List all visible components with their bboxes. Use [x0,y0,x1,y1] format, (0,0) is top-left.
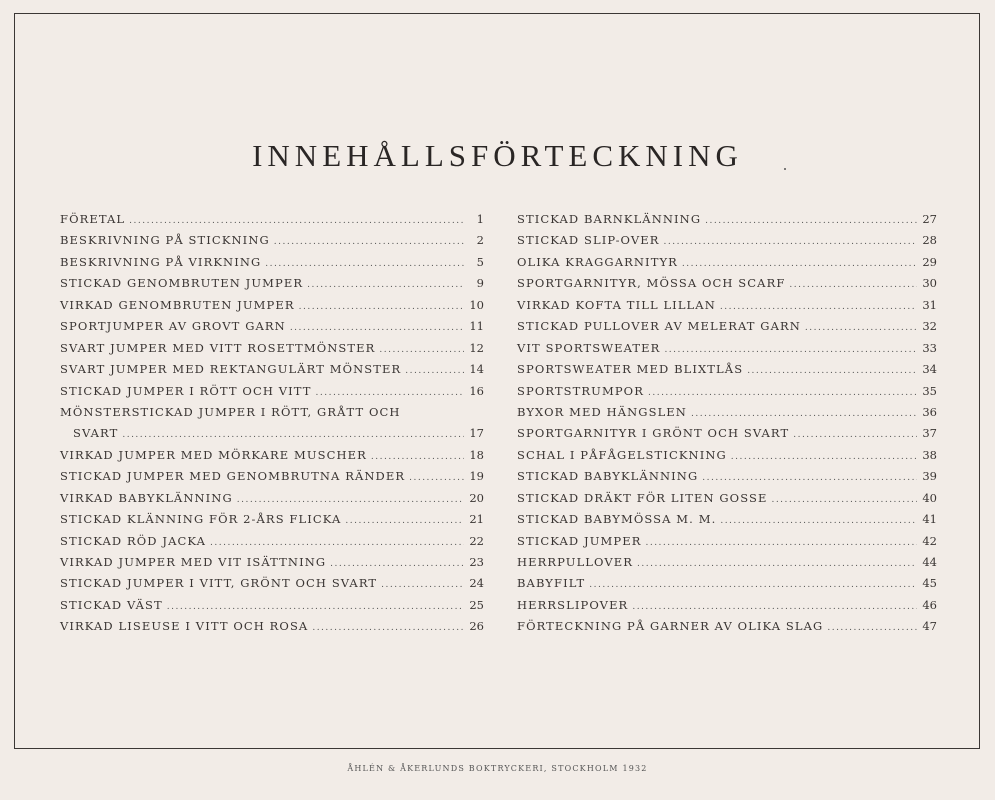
toc-entry-page: 19 [469,469,484,484]
dot-leader [682,259,917,269]
toc-entry [517,212,937,233]
toc-entry-page: 27 [922,212,937,226]
toc-entry [60,576,484,597]
toc-entry-page: 42 [922,533,937,548]
dot-leader [589,580,917,590]
toc-entry-label: VIRKAD JUMPER MED VIT ISÄTTNING [60,555,327,569]
toc-entry-page: 12 [469,340,484,355]
dot-leader [720,302,917,312]
toc-entry-label: BYXOR MED HÄNGSLEN [517,404,687,419]
toc-entry-label: BESKRIVNING PÅ STICKNING [60,233,270,248]
dot-leader [299,302,464,312]
toc-entry-page: 20 [469,490,484,505]
toc-entry-label: STICKAD VÄST [60,597,163,612]
toc-entry-page: 9 [476,276,484,291]
toc-entry-label: STICKAD JUMPER [517,533,642,548]
toc-entry-label: STICKAD JUMPER I RÖTT OCH VITT [60,383,312,398]
toc-entry-label: SPORTGARNITYR I GRÖNT OCH SVART [517,426,790,441]
toc-entry-page: 1 [476,212,484,226]
toc-entry-page: 34 [922,362,937,377]
toc-entry-page: 18 [469,447,484,462]
toc-entry-label: VIRKAD BABYKLÄNNING [60,490,233,505]
dot-leader [409,473,464,483]
ink-speck [784,168,786,170]
dot-leader [237,495,464,505]
toc-entry [60,276,484,297]
toc-entry-label: FÖRETAL [60,212,126,226]
dot-leader [664,345,917,355]
toc-entry-page: 25 [469,597,484,612]
toc-entry-label: BESKRIVNING PÅ VIRKNING [60,254,262,269]
toc-entry [517,405,937,426]
dot-leader [648,388,917,398]
toc-entry-page: 36 [922,404,937,419]
toc-entry-page: 46 [922,597,937,612]
toc-entry [517,298,937,319]
toc-entry-page: 24 [469,576,484,591]
dot-leader [702,473,917,483]
dot-leader [405,366,464,376]
page-title: INNEHÅLLSFÖRTECKNING [252,138,743,173]
toc-entry-label: STICKAD PULLOVER AV MELERAT GARN [517,319,801,334]
toc-entry [517,276,937,297]
toc-entry [517,362,937,383]
dot-leader [645,538,917,548]
toc-entry-page: 35 [922,383,937,398]
toc-entry-page: 33 [922,340,937,355]
dot-leader [122,430,464,440]
dot-leader [265,259,464,269]
toc-entry-page: 5 [476,254,484,269]
toc-entry [60,362,484,383]
toc-entry-page: 28 [922,233,937,248]
dot-leader [167,602,464,612]
dot-leader [731,452,917,462]
toc-entry-page: 22 [469,533,484,548]
toc-entry [60,448,484,469]
dot-leader [274,237,464,247]
toc-entry [517,341,937,362]
toc-entry-page: 45 [922,576,937,591]
toc-entry-label: VIRKAD JUMPER MED MÖRKARE MUSCHER [60,447,367,462]
dot-leader [771,495,917,505]
printer-imprint: ÅHLÉN & ÅKERLUNDS BOKTRYCKERI, STOCKHOLM 1932 [347,764,648,773]
dot-leader [720,516,917,526]
toc-entry-label: VIRKAD GENOMBRUTEN JUMPER [60,297,295,312]
toc-entry [60,298,484,319]
toc-entry-label: SPORTSTRUMPOR [517,383,644,398]
dot-leader [307,280,464,290]
toc-entry-page: 31 [922,297,937,312]
toc-entry [517,555,937,576]
toc-entry-page: 2 [476,233,484,248]
toc-entry-label: SVART JUMPER MED VITT ROSETTMÖNSTER [60,340,376,355]
toc-entry-label: VIRKAD LISEUSE I VITT OCH ROSA [60,619,309,634]
toc-entry-page: 47 [922,619,937,634]
toc-entry-label: OLIKA KRAGGARNITYR [517,254,678,269]
dot-leader [381,580,464,590]
toc-entry-page: 23 [469,555,484,569]
toc-entry [60,341,484,362]
toc-entry-label: STICKAD GENOMBRUTEN JUMPER [60,276,304,291]
toc-entry-label: VIRKAD KOFTA TILL LILLAN [517,297,716,312]
toc-entry-label: STICKAD DRÄKT FÖR LITEN GOSSE [517,490,768,505]
toc-entry [60,555,484,576]
toc-entry-page: 10 [469,297,484,312]
dot-leader [316,388,464,398]
toc-entry-page: 11 [469,319,484,334]
toc-entry [517,619,937,640]
toc-entry [60,255,484,276]
toc-entry [60,598,484,619]
toc-entry-label: STICKAD BABYMÖSSA M. M. [517,512,717,527]
toc-entry-label: STICKAD JUMPER MED GENOMBRUTNA RÄNDER [60,469,406,484]
toc-entry [517,534,937,555]
toc-entry-page: 32 [922,319,937,334]
dot-leader [632,602,917,612]
dot-leader [691,409,917,419]
dot-leader [371,452,464,462]
toc-entry [60,469,484,490]
toc-entry [60,233,484,254]
dot-leader [827,623,917,633]
dot-leader [345,516,464,526]
toc-entry-label: SPORTGARNITYR, MÖSSA OCH SCARF [517,276,786,291]
dot-leader [379,345,464,355]
toc-entry-page: 14 [469,362,484,377]
toc-entry-label: HERRSLIPOVER [517,597,629,612]
toc-entry-page: 21 [469,512,484,527]
dot-leader [330,559,464,569]
toc-entry-label: SPORTSWEATER MED BLIXTLÅS [517,362,744,377]
dot-leader [705,216,917,226]
toc-entry-page: 44 [922,555,937,569]
dot-leader [793,430,917,440]
dot-leader [129,216,464,226]
toc-entry [517,233,937,254]
toc-entry [517,384,937,405]
dot-leader [805,323,917,333]
toc-entry-label: SPORTJUMPER AV GROVT GARN [60,319,286,334]
toc-entry-label: STICKAD BARNKLÄNNING [517,212,702,226]
toc-left-column [60,212,484,641]
toc-entry [60,319,484,340]
toc-entry [60,512,484,533]
toc-entry [60,212,484,233]
toc-entry [517,512,937,533]
dot-leader [664,237,917,247]
toc-entry [60,491,484,512]
toc-entry [60,619,484,640]
toc-entry [517,491,937,512]
dot-leader [637,559,917,569]
dot-leader [290,323,464,333]
toc-entry-label: HERRPULLOVER [517,555,634,569]
toc-entry [60,426,484,447]
toc-entry [517,426,937,447]
toc-entry-page: 26 [469,619,484,634]
toc-entry [517,255,937,276]
toc-entry-label: STICKAD KLÄNNING FÖR 2-ÅRS FLICKA [60,512,342,527]
toc-entry [60,534,484,555]
dot-leader [312,623,464,633]
toc-entry-label-continued: SVART [73,426,119,441]
toc-entry-label: FÖRTECKNING PÅ GARNER AV OLIKA SLAG [517,619,824,634]
toc-entry-page: 29 [922,254,937,269]
toc-entry [517,448,937,469]
toc-entry-label: VIT SPORTSWEATER [517,340,661,355]
toc-entry-label: SVART JUMPER MED REKTANGULÄRT MÖNSTER [60,362,402,377]
toc-entry-page: 37 [922,426,937,441]
toc-entry-label: BABYFILT [517,576,586,591]
toc-entry-label: SCHAL I PÅFÅGELSTICKNING [517,447,727,462]
dot-leader [747,366,917,376]
toc-entry-page: 40 [922,490,937,505]
toc-entry-page: 16 [469,383,484,398]
toc-entry-label: STICKAD RÖD JACKA [60,533,207,548]
toc-entry [60,384,484,405]
toc-entry [517,576,937,597]
toc-entry-page: 41 [922,512,937,527]
toc-entry [517,319,937,340]
toc-right-column [517,212,937,641]
toc-entry-page: 17 [469,426,484,441]
toc-entry-label: MÖNSTERSTICKAD JUMPER I RÖTT, GRÅTT OCH [60,404,401,419]
dot-leader [210,538,464,548]
toc-entry-page: 39 [922,469,937,484]
dot-leader [789,280,917,290]
toc-entry-page: 30 [922,276,937,291]
toc-entry [517,598,937,619]
toc-entry-label: STICKAD BABYKLÄNNING [517,469,699,484]
toc-entry [517,469,937,490]
toc-entry-label: STICKAD JUMPER I VITT, GRÖNT OCH SVART [60,576,378,591]
toc-entry-page: 38 [922,447,937,462]
toc-entry-label: STICKAD SLIP-OVER [517,233,660,248]
